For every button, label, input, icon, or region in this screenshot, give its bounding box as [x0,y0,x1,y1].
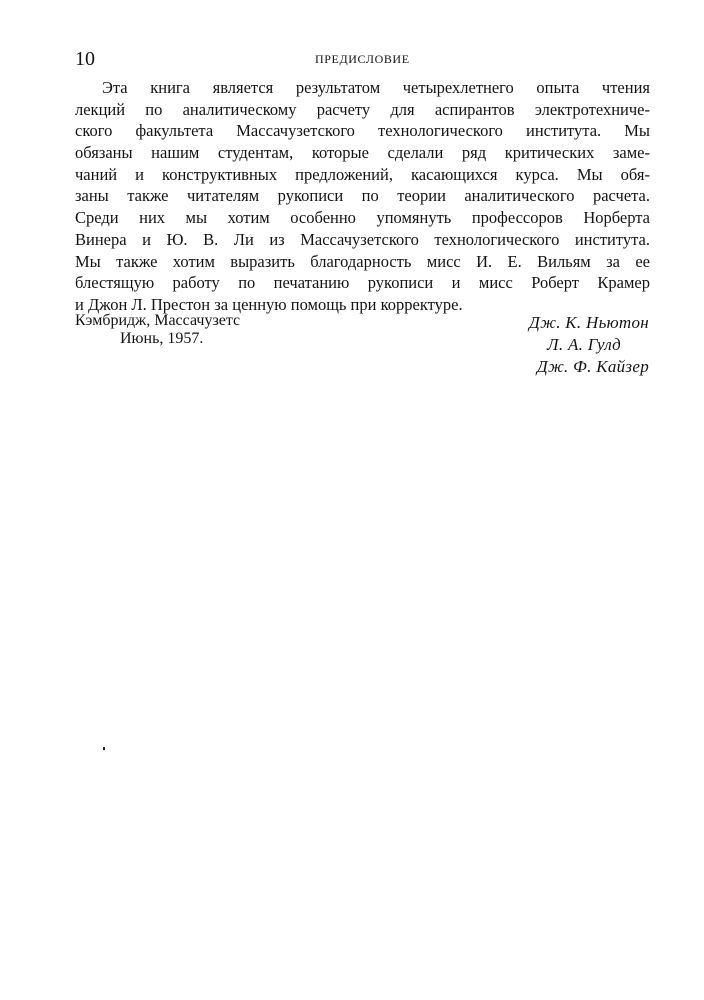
paragraph-line: ского факультета Массачузетского технологического института. Мы [75,121,650,141]
author-list [449,312,649,378]
page-number: 10 [75,48,95,70]
paragraph-line: блестящую работу по печатанию рукописи и мисс Роберт Крамер [75,273,650,293]
author-name: Дж. Ф. Кайзер [536,357,649,376]
running-head: ПРЕДИСЛОВИЕ [315,52,410,66]
signoff-place: Кэмбридж, Массачузетс [75,312,241,329]
paragraph-line: Эта книга является результатом четырехлетнего опыта чтения [102,78,650,97]
paragraph-line: обязаны нашим студентам, которые сделали ряд критических заме- [75,143,650,163]
paragraph-line: и Джон Л. Престон за ценную помощь при корректуре. [75,294,463,314]
paragraph-line: заны также читателям рукописи по теории аналитического расчета. [75,186,650,206]
signoff-date: Июнь, 1957. [120,330,204,347]
author-name: Дж. К. Ньютон [528,313,649,332]
paragraph-line: Среди них мы хотим особенно упомянуть профессоров Норберта [75,208,650,228]
author-name: Л. А. Гулд [547,335,621,354]
paragraph-line: Винера и Ю. В. Ли из Массачузетского технологического института. [75,229,650,249]
paragraph-line: Мы также хотим выразить благодарность мисс И. Е. Вильям за ее [75,251,650,271]
paragraph-line: лекций по аналитическому расчету для аспирантов электротехниче- [75,99,650,119]
paragraph-line: чаний и конструктивных предложений, касающихся курса. Мы обя- [75,164,650,184]
ink-speck [103,747,105,750]
preface-paragraph [75,77,650,316]
